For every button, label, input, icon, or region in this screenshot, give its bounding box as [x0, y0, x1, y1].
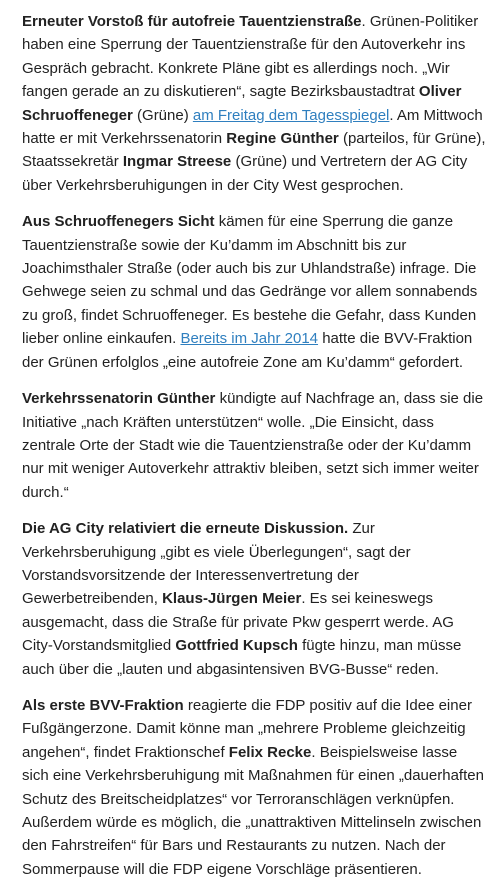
person-name: Oliver Schruoffeneger: [22, 83, 462, 124]
paragraph-lead: Erneuter Vorstoß für autofreie Tauentzienstraße: [22, 13, 362, 30]
year-2014-link[interactable]: Bereits im Jahr 2014: [180, 330, 319, 348]
paragraph-text: Zur Verkehrsberuhigung „gibt es viele Überlegungen“, sagt der Vorstandsvorsitzende der Interessenvertretung der Gewerbetreibenden,: [22, 520, 411, 608]
person-name: Ingmar Streese: [122, 153, 232, 171]
paragraph-text: . Es sei keineswegs ausgemacht, dass die Straße für private Pkw gesperrt werde. AG City-Vorstandsmitglied: [22, 590, 454, 655]
person-name: Felix Recke: [228, 743, 312, 761]
paragraph-text: fügte hinzu, man müsse auch über die „lauten und abgasintensiven BVG-Busse“ reden.: [22, 637, 462, 678]
paragraph-lead: Verkehrssenatorin Günther: [22, 390, 216, 408]
paragraph-lead: Aus Schruoffenegers Sicht: [22, 213, 215, 231]
paragraph-text: hatte die BVV-Fraktion der Grünen erfolglos „eine autofreie Zone am Ku’damm“ gefordert.: [22, 330, 473, 371]
paragraph-tauentzienstrasse: [22, 10, 486, 197]
paragraph-lead: Als erste BVV-Fraktion: [22, 696, 184, 714]
paragraph-text: (Grüne) und Vertretern der AG City über Verkehrsberuhigungen in der City West gesprochen.: [22, 153, 468, 194]
paragraph-text: . Grünen-Politiker haben eine Sperrung der Tauentzienstraße für den Autoverkehr ins Gespräch gebracht. Konkrete Pläne gibt es allerdings noch. „Wir fangen gerade an zu diskutieren“, sagte Bezirksbaustadtrat: [22, 13, 479, 101]
paragraph-fdp: [22, 694, 486, 881]
tagesspiegel-link[interactable]: am Freitag dem Tagesspiegel: [192, 106, 390, 124]
paragraph-text: . Am Mittwoch hatte er mit Verkehrssenatorin: [22, 106, 483, 148]
paragraph-text: (Grüne): [132, 106, 193, 124]
paragraph-schruoffeneger: [22, 210, 486, 374]
paragraph-text: (parteilos, für Grüne), Staatssekretär: [22, 130, 486, 171]
paragraph-guenther: [22, 387, 486, 504]
person-name: Regine Günther: [226, 130, 339, 148]
person-name: Klaus-Jürgen Meier: [162, 590, 302, 608]
paragraph-text: . Beispielsweise lasse sich eine Verkehrsberuhigung mit Maßnahmen für einen „dauerhaften Schutz des Breitscheidplatzes“ vor Terroranschlägen verknüpfen. Außerdem würde es möglich, die „unattraktiven Mittelinseln zwischen den Fahrstreifen“ für Bars und Restaurants zu nutzen. Nach der Sommerpause will die FDP eigene Vorschläge präsentieren.: [22, 743, 484, 878]
paragraph-text: reagierte die FDP positiv auf die Idee einer Fußgängerzone. Damit könne man „mehrere Probleme gleichzeitig angehen“, findet Fraktionschef: [22, 696, 472, 761]
person-name: Gottfried Kupsch: [175, 637, 298, 655]
paragraph-ag-city: [22, 517, 486, 681]
paragraph-text: kündigte auf Nachfrage an, dass sie die Initiative „nach Kräften unterstützen“ wolle. „Die Einsicht, dass zentrale Orte der Stadt wie die Tauentzienstraße oder der Ku’damm nur mit weniger Autoverkehr attraktiv bleiben, setzt sich immer weiter durch.“: [22, 390, 484, 501]
paragraph-text: kämen für eine Sperrung die ganze Tauentzienstraße sowie der Ku’damm im Abschnitt bis zur Joachimsthaler Straße (oder auch bis zur Uhlandstraße) infrage. Die Gehwege seien zu schmal und das Gedränge vor allem sonnabends zu groß, findet Schruoffeneger. Es bestehe die Gefahr, dass Kunden lieber online einkaufen.: [22, 213, 478, 348]
paragraph-lead: Die AG City relativiert die erneute Diskussion.: [22, 520, 349, 538]
